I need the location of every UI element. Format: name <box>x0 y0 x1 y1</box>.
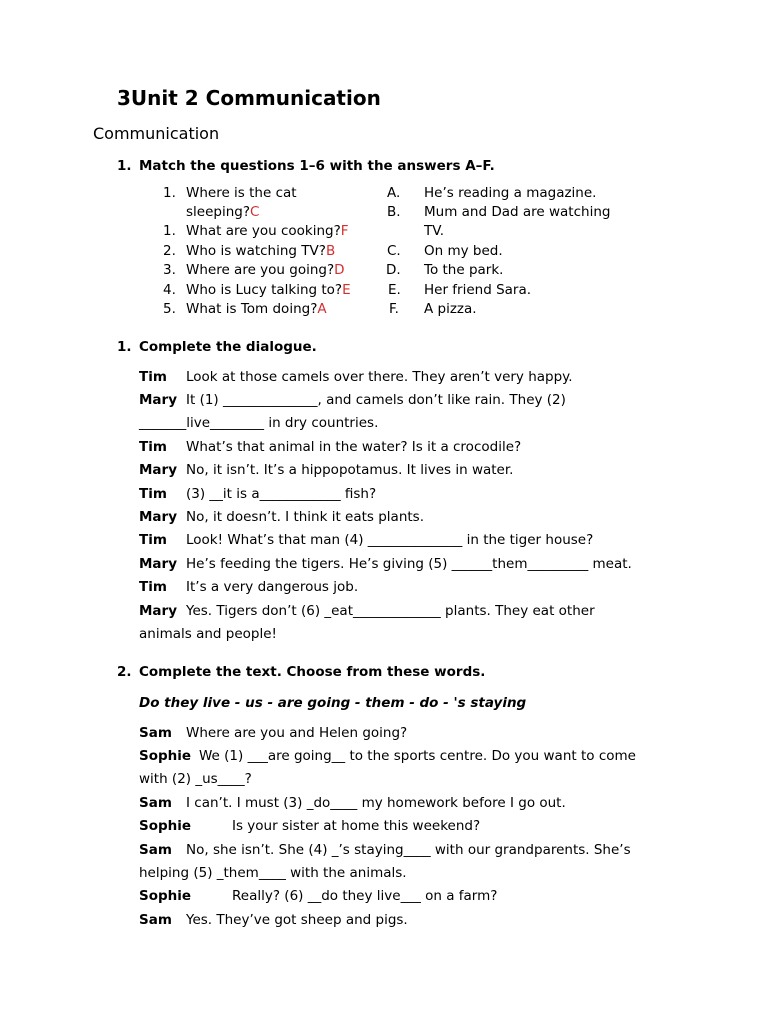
speaker-name: Mary <box>139 509 178 525</box>
dialogue-text: What’s that animal in the water? Is it a crocodile? <box>186 439 522 455</box>
question-answer: C <box>250 204 260 220</box>
answer-text: He’s reading a magazine. <box>424 185 597 201</box>
question-answer: F <box>340 223 349 239</box>
dialogue-text: It’s a very dangerous job. <box>186 579 359 595</box>
dialogue-text: Yes. Tigers don’t (6) _eat_____________ plants. They eat other <box>186 603 595 619</box>
question-number: 3. <box>163 262 176 278</box>
question-number: 1. <box>163 185 176 201</box>
dialogue-text: Really? (6) __do they live___ on a farm? <box>232 888 498 904</box>
dialogue-text: I can’t. I must (3) _do____ my homework before I go out. <box>186 795 566 811</box>
dialogue-text: (3) __it is a____________ fish? <box>186 486 377 502</box>
dialogue-text: Where are you and Helen going? <box>186 725 408 741</box>
question-text: What are you cooking?F <box>186 223 349 239</box>
speaker-name: Sophie <box>139 748 192 764</box>
question-answer: E <box>342 282 351 298</box>
answer-text-continued: TV. <box>424 223 445 239</box>
dialogue-text: Look! What’s that man (4) ______________ in the tiger house? <box>186 532 594 548</box>
answer-text: To the park. <box>424 262 504 278</box>
speaker-name: Sophie <box>139 888 192 904</box>
question-text: Where is the cat <box>186 185 297 201</box>
dialogue-text-continued: _______live________ in dry countries. <box>139 415 379 431</box>
dialogue-text: No, she isn’t. She (4) _’s staying____ with our grandparents. She’s <box>186 842 631 858</box>
question-text: Who is watching TV?B <box>186 243 336 259</box>
answer-letter: B. <box>387 204 401 220</box>
speaker-name: Sam <box>139 842 172 858</box>
answer-letter: A. <box>387 185 401 201</box>
speaker-name: Sophie <box>139 818 192 834</box>
speaker-name: Mary <box>139 392 178 408</box>
section-1-title: Match the questions 1–6 with the answers A–F. <box>139 158 495 174</box>
speaker-name: Mary <box>139 603 178 619</box>
section-2-title: Complete the dialogue. <box>139 339 317 355</box>
question-text: Who is Lucy talking to?E <box>186 282 351 298</box>
question-answer: D <box>334 262 345 278</box>
speaker-name: Tim <box>139 439 167 455</box>
dialogue-text: No, it doesn’t. I think it eats plants. <box>186 509 425 525</box>
dialogue-text: It (1) ______________, and camels don’t like rain. They (2) <box>186 392 566 408</box>
question-number: 2. <box>163 243 176 259</box>
answer-text: A pizza. <box>424 301 477 317</box>
question-text-continued: sleeping?C <box>186 204 260 220</box>
word-bank: Do they live - us - are going - them - do - 's staying <box>139 695 527 711</box>
dialogue-text: Look at those camels over there. They aren’t very happy. <box>186 369 573 385</box>
speaker-name: Tim <box>139 486 167 502</box>
speaker-name: Sam <box>139 795 172 811</box>
answer-text: Mum and Dad are watching <box>424 204 611 220</box>
speaker-name: Tim <box>139 369 167 385</box>
answer-letter: D. <box>386 262 401 278</box>
section-2-number: 1. <box>117 339 132 355</box>
answer-letter: C. <box>387 243 401 259</box>
question-number: 5. <box>163 301 176 317</box>
section-3-title: Complete the text. Choose from these words. <box>139 664 486 680</box>
dialogue-text-continued: animals and people! <box>139 626 277 642</box>
dialogue-text: No, it isn’t. It’s a hippopotamus. It lives in water. <box>186 462 514 478</box>
dialogue-text: We (1) ___are going__ to the sports centre. Do you want to come <box>199 748 636 764</box>
page-subtitle: Communication <box>93 124 220 143</box>
answer-text: On my bed. <box>424 243 503 259</box>
question-answer: B <box>325 243 336 259</box>
speaker-name: Mary <box>139 462 178 478</box>
question-number: 1. <box>163 223 176 239</box>
section-1-number: 1. <box>117 158 132 174</box>
speaker-name: Mary <box>139 556 178 572</box>
dialogue-text-continued: helping (5) _them____ with the animals. <box>139 865 407 881</box>
question-text: Where are you going?D <box>186 262 345 278</box>
answer-letter: E. <box>388 282 401 298</box>
dialogue-text: He’s feeding the tigers. He’s giving (5) ______them_________ meat. <box>186 556 632 572</box>
answer-letter: F. <box>389 301 399 317</box>
speaker-name: Tim <box>139 532 167 548</box>
section-3-number: 2. <box>117 664 132 680</box>
speaker-name: Tim <box>139 579 167 595</box>
dialogue-text: Yes. They’ve got sheep and pigs. <box>186 912 408 928</box>
speaker-name: Sam <box>139 912 172 928</box>
answer-text: Her friend Sara. <box>424 282 532 298</box>
dialogue-text-continued: with (2) _us____? <box>139 771 252 787</box>
question-number: 4. <box>163 282 176 298</box>
speaker-name: Sam <box>139 725 172 741</box>
page-title: 3Unit 2 Communication <box>117 86 381 110</box>
question-answer: A <box>317 301 327 317</box>
dialogue-text: Is your sister at home this weekend? <box>232 818 481 834</box>
question-text: What is Tom doing?A <box>186 301 327 317</box>
